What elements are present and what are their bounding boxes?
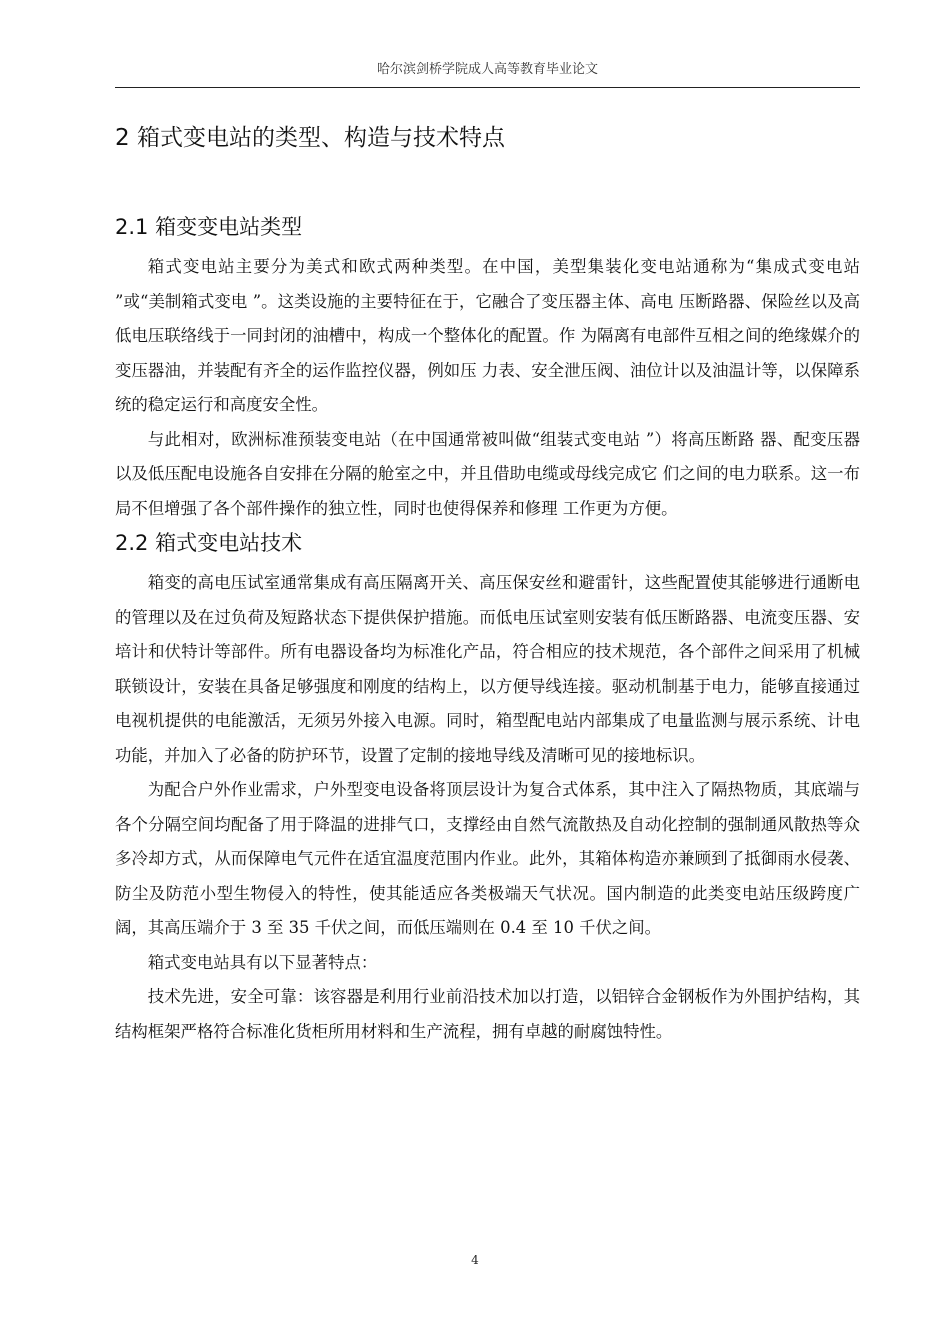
- paragraph: 为配合户外作业需求，户外型变电设备将顶层设计为复合式体系，其中注入了隔热物质，其底端与各个分隔空间均配备了用于降温的进排气口，支撑经由自然气流散热及自动化控制的强制通风散热等众多冷却方式，从而保障电气元件在适宜温度范围内作业。此外，其箱体构造亦兼顾到了抵御雨水侵袭、防尘及防范小型生物侵入的特性，使其能适应各类极端天气状况。国内制造的此类变电站压级跨度广阔，其高压端介于 3 至 35 千伏之间，而低压端则在 0.4 至 10 千伏之间。: [115, 780, 860, 937]
- page-body: [115, 118, 860, 1049]
- header-rule: [115, 87, 860, 88]
- paragraph: 与此相对，欧洲标准预装变电站（在中国通常被叫做“组装式变电站 ”）将高压断路 器、配变压器以及低压配电设施各自安排在分隔的舱室之中，并且借助电缆或母线完成它 们之间的电力联系。这一布局不但增强了各个部件操作的独立性，同时也使得保养和修理 工作更为方便。: [115, 429, 860, 518]
- paragraph: 技术先进，安全可靠：该容器是利用行业前沿技术加以打造，以铝锌合金钢板作为外围护结构，其结构框架严格符合标准化货柜所用材料和生产流程，拥有卓越的耐腐蚀特性。: [115, 987, 860, 1041]
- paragraph: 箱式变电站主要分为美式和欧式两种类型。在中国，美型集装化变电站通称为“集成式变电站 ”或“美制箱式变电 ”。这类设施的主要特征在于，它融合了变压器主体、高电 压断路器、保险丝以及高低电压联络线于一同封闭的油槽中，构成一个整体化的配置。作 为隔离有电部件互相之间的绝缘媒介的变压器油，并装配有齐全的运作监控仪器，例如压 力表、安全泄压阀、油位计以及油温计等，以保障系统的稳定运行和高度安全性。: [115, 257, 860, 414]
- section-title-2-1: 2.1 箱变变电站类型: [115, 215, 303, 239]
- paragraph: 箱变的高电压试室通常集成有高压隔离开关、高压保安丝和避雷针，这些配置使其能够进行通断电的管理以及在过负荷及短路状态下提供保护措施。而低电压试室则安装有低压断路器、电流变压器、安培计和伏特计等部件。所有电器设备均为标准化产品，符合相应的技术规范，各个部件之间采用了机械联锁设计，安装在具备足够强度和刚度的结构上，以方便导线连接。驱动机制基于电力，能够直接通过电视机提供的电能激活，无须另外接入电源。同时，箱型配电站内部集成了电量监测与展示系统、计电功能，并加入了必备的防护环节，设置了定制的接地导线及清晰可见的接地标识。: [115, 573, 860, 765]
- chapter-title: 2 箱式变电站的类型、构造与技术特点: [115, 125, 505, 151]
- paragraph: 箱式变电站具有以下显著特点：: [147, 952, 378, 972]
- running-header: 哈尔滨剑桥学院成人高等教育毕业论文: [376, 62, 598, 77]
- section-title-2-2: 2.2 箱式变电站技术: [115, 531, 303, 555]
- page-number: 4: [471, 1253, 479, 1267]
